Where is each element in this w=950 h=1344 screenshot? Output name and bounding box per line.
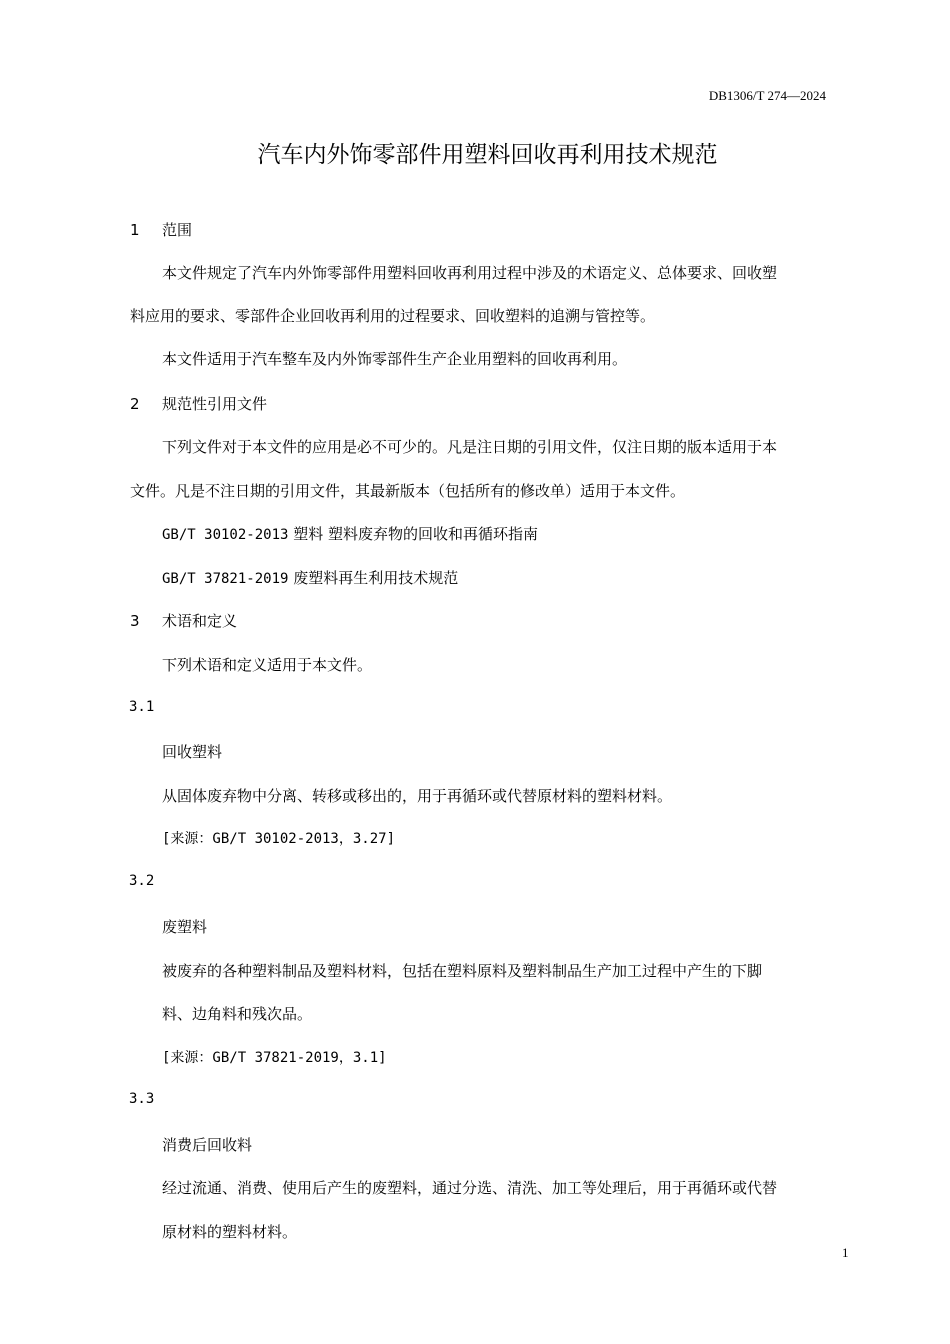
document-title: 汽车内外饰零部件用塑料回收再利用技术规范 (257, 142, 718, 168)
section-title: 范围 (162, 221, 193, 239)
paragraph-line: 下列术语和定义适用于本文件。 (162, 656, 373, 674)
reference-item (162, 523, 538, 544)
section-heading-2 (130, 393, 267, 414)
paragraph-line: 料应用的要求、零部件企业回收再利用的过程要求、回收塑料的追溯与管控等。 (130, 307, 656, 325)
section-number: 1 (130, 221, 140, 239)
reference-code: GB/T 30102-2013 (162, 527, 289, 543)
term-definition: 经过流通、消费、使用后产生的废塑料，通过分选、清洗、加工等处理后，用于再循环或代替 (162, 1179, 778, 1197)
section-number: 3 (130, 612, 140, 630)
reference-item (162, 567, 458, 588)
reference-title: 塑料 塑料废弃物的回收和再循环指南 (293, 525, 538, 543)
term-definition: 被废弃的各种塑料制品及塑料材料，包括在塑料原料及塑料制品生产加工过程中产生的下脚 (162, 962, 763, 980)
paragraph-line: 下列文件对于本文件的应用是必不可少的。凡是注日期的引用文件，仅注日期的版本适用于本 (162, 438, 778, 456)
term-source: [来源：GB/T 37821-2019，3.1] (162, 1050, 387, 1066)
document-code: DB1306/T 274—2024 (708, 88, 826, 103)
reference-title: 废塑料再生利用技术规范 (293, 569, 459, 587)
page-number: 1 (842, 1245, 849, 1260)
term-name: 回收塑料 (162, 743, 223, 761)
term-source: [来源：GB/T 30102-2013，3.27] (162, 831, 396, 847)
paragraph-line: 本文件适用于汽车整车及内外饰零部件生产企业用塑料的回收再利用。 (162, 350, 628, 368)
clause-number: 3.2 (129, 873, 155, 889)
paragraph-line: 本文件规定了汽车内外饰零部件用塑料回收再利用过程中涉及的术语定义、总体要求、回收塑 (162, 264, 778, 282)
section-heading-1 (130, 219, 192, 240)
section-title: 规范性引用文件 (162, 395, 268, 413)
section-title: 术语和定义 (162, 612, 238, 630)
clause-number: 3.3 (129, 1091, 155, 1107)
term-definition: 从固体废弃物中分离、转移或移出的，用于再循环或代替原材料的塑料材料。 (162, 787, 673, 805)
term-definition: 料、边角料和残次品。 (162, 1005, 313, 1023)
section-number: 2 (130, 395, 140, 413)
term-name: 废塑料 (162, 918, 208, 936)
reference-code: GB/T 37821-2019 (162, 571, 289, 587)
clause-number: 3.1 (129, 699, 155, 715)
section-heading-3 (130, 610, 237, 631)
term-name: 消费后回收料 (162, 1136, 253, 1154)
term-definition: 原材料的塑料材料。 (162, 1223, 298, 1241)
paragraph-line: 文件。凡是不注日期的引用文件，其最新版本（包括所有的修改单）适用于本文件。 (130, 482, 686, 500)
